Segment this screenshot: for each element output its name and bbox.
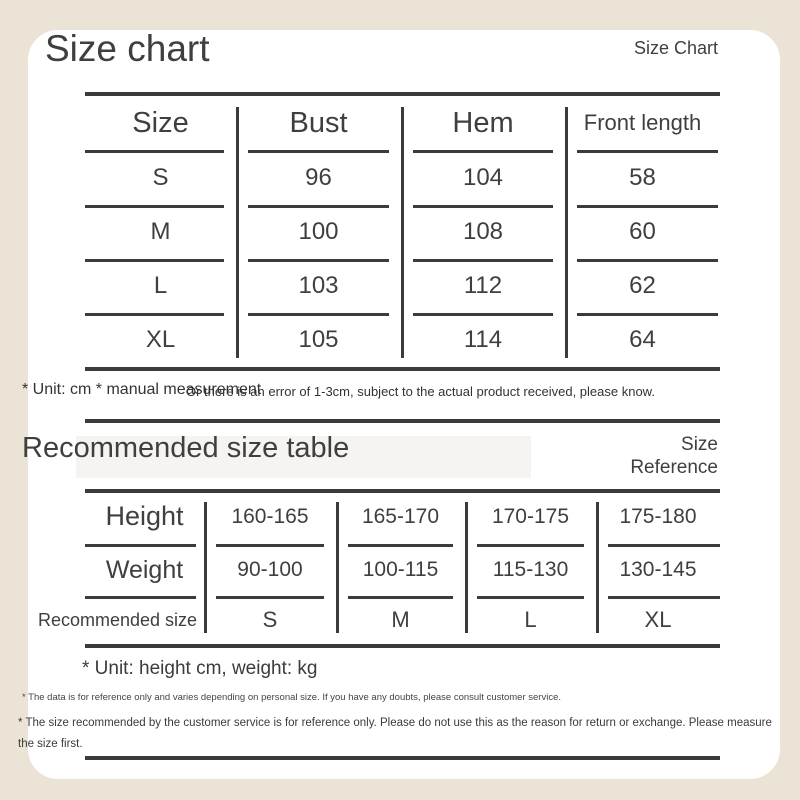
size-reference-line1: Size: [681, 434, 718, 455]
section-rule: [85, 419, 720, 423]
size-reference-badge: [560, 433, 718, 479]
size-table-cell: 105: [298, 326, 339, 353]
footer-rule: [85, 756, 720, 760]
rec-table-label-recommended-size: Recommended size: [37, 609, 198, 630]
size-table-cell: S: [152, 164, 169, 191]
tolerance-note: Or there is an error of 1-3cm, subject to the actual product received, please know.: [186, 384, 655, 399]
size-table-cell: 64: [629, 326, 656, 353]
footnote-return-exchange: * The size recommended by the customer service is for reference only. Please do not use this as the reason for return or exchange. Please measure the size first.: [18, 717, 772, 750]
rec-table-cell: M: [391, 607, 410, 632]
page-title: Size chart: [45, 28, 210, 69]
rec-table-cell: 175-180: [619, 504, 697, 528]
size-table-cell: 104: [462, 164, 504, 191]
size-table-cell: 62: [629, 272, 656, 299]
rec-table-cell: 130-145: [619, 558, 697, 581]
size-reference-line2: Reference: [630, 457, 718, 478]
size-table-header-size: Size: [132, 106, 189, 139]
rec-table-cell: 115-130: [492, 558, 569, 581]
size-table-cell: 114: [463, 326, 503, 353]
size-table-cell: 58: [629, 164, 656, 191]
size-table-cell: 96: [305, 164, 332, 191]
size-table-cell: 100: [298, 218, 339, 245]
size-table-bottom-rule: [85, 367, 720, 371]
unit-note: * Unit: cm * manual measurement: [22, 381, 262, 398]
size-table-header-front-length: Front length: [583, 110, 702, 135]
rec-unit-note: * Unit: height cm, weight: kg: [82, 658, 318, 679]
rec-table-cell: XL: [644, 607, 672, 632]
rec-table-cell: L: [524, 607, 537, 632]
size-table-cell: M: [150, 218, 171, 245]
rec-table-label-height: Height: [105, 501, 184, 531]
rec-table-cell: 90-100: [237, 558, 303, 581]
footnote-reference-only: * The data is for reference only and varies depending on personal size. If you have any doubts, please consult customer service.: [22, 692, 561, 703]
rec-table-bottom-rule: [85, 644, 720, 648]
size-table-header-bust: Bust: [289, 106, 348, 139]
size-table-header-hem: Hem: [452, 106, 514, 139]
rec-table-cell: S: [262, 607, 278, 632]
rec-table-cell: 100-115: [362, 558, 439, 581]
recommended-table-title: Recommended size table: [22, 432, 350, 464]
rec-table-cell: 165-170: [361, 504, 440, 528]
size-table-cell: XL: [145, 326, 176, 353]
size-table-cell: 112: [463, 272, 503, 299]
size-table-cell: 103: [298, 272, 339, 299]
rec-table-cell: 170-175: [491, 504, 570, 528]
size-table-cell: 60: [629, 218, 656, 245]
rec-table-cell: 160-165: [231, 504, 309, 528]
page-title-en-badge: Size Chart: [633, 38, 718, 58]
size-table-cell: 108: [462, 218, 504, 245]
rec-table-label-weight: Weight: [105, 555, 184, 584]
size-table-cell: L: [153, 272, 168, 299]
